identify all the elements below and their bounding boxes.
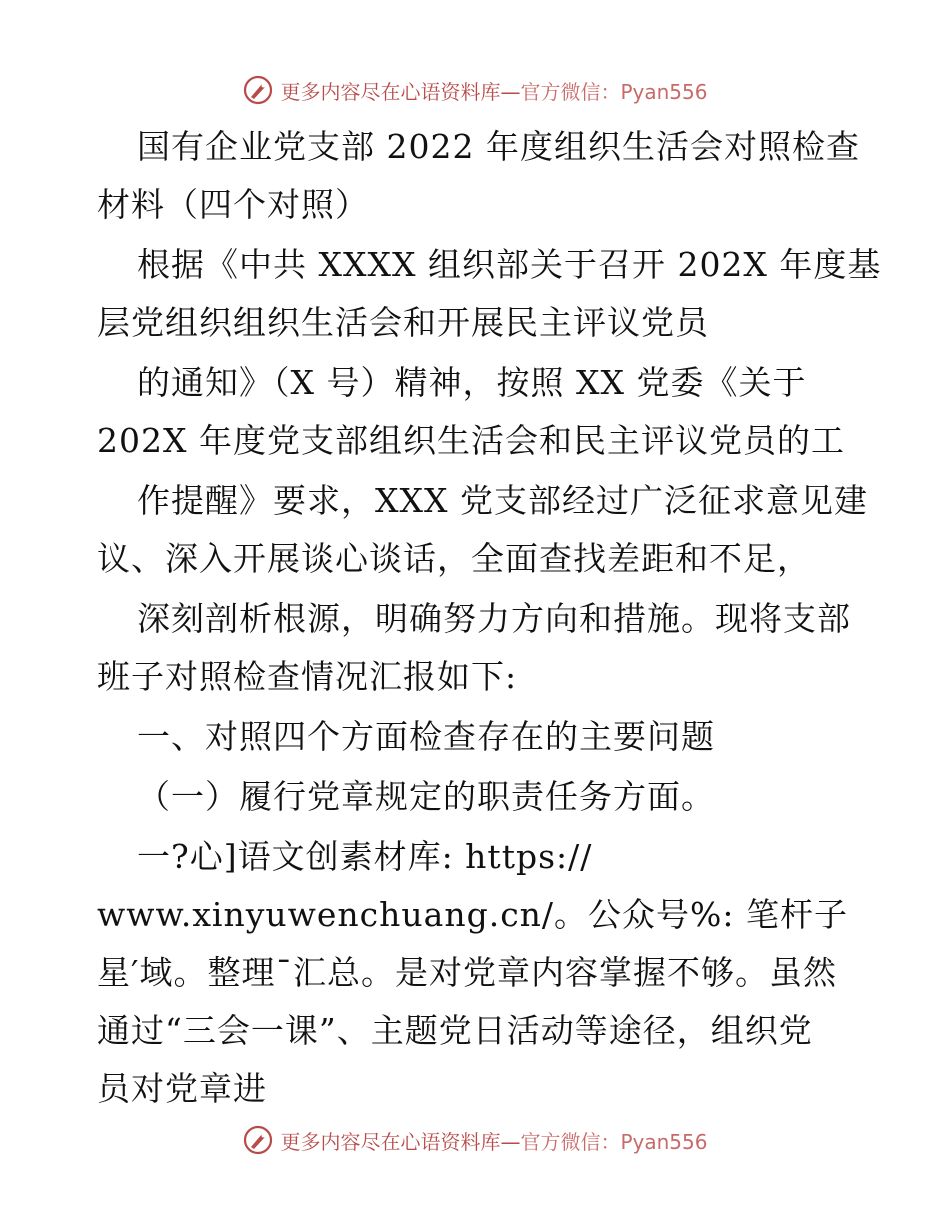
doc-paragraph-line: 的通知》（X 号）精神，按照 XX 党委《关于 [137,363,807,402]
doc-paragraph-line: 作提醒》要求，XXX 党支部经过广泛征求意见建 [137,481,868,520]
doc-paragraph-line: 层党组织组织生活会和开展民主评议党员 [97,303,709,342]
doc-paragraph-line: 班子对照检查情况汇报如下: [97,657,518,696]
doc-title-line-1: 国有企业党支部 2022 年度组织生活会对照检查 [137,127,860,166]
footer-watermark-banner [0,1120,950,1160]
doc-paragraph-line: 深刻剖析根源，明确努力方向和措施。现将支部 [137,599,851,638]
doc-paragraph-line: 一?心]语文创素材库: https:// [137,837,593,876]
watermark-text [280,1126,707,1155]
watermark-separator: — [500,1129,521,1154]
doc-paragraph-line: 员对党章进 [97,1069,267,1108]
pen-nib-logo-icon [242,74,274,106]
header-watermark-banner [0,70,950,110]
watermark-text [280,76,707,105]
doc-paragraph-line: 根据《中共 XXXX 组织部关于召开 202X 年度基 [137,245,882,284]
pen-nib-logo-icon [242,1124,274,1156]
watermark-wechat-text: 官方微信：Pyan556 [520,79,708,104]
doc-paragraph-line: 通过“三会一课”、主题党日活动等途径，组织党 [97,1011,813,1050]
doc-paragraph-line: 星′域。整理¯汇总。是对党章内容掌握不够。虽然 [97,953,837,992]
doc-paragraph-line: 202X 年度党支部组织生活会和民主评议党员的工 [97,421,845,460]
watermark-main-text: 更多内容尽在心语资料库 [280,1129,501,1154]
watermark-separator: — [500,79,521,104]
doc-title-line-2: 材料（四个对照） [97,185,369,224]
doc-section-heading: 一、对照四个方面检查存在的主要问题 [137,717,715,756]
doc-paragraph-line: www.xinyuwenchuang.cn/。公众号%: 笔杆子 [97,895,849,934]
doc-paragraph-line: 议、深入开展谈心谈话，全面查找差距和不足， [97,539,811,578]
watermark-wechat-text: 官方微信：Pyan556 [520,1129,708,1154]
watermark-main-text: 更多内容尽在心语资料库 [280,79,501,104]
doc-subsection-heading: （一）履行党章规定的职责任务方面。 [137,777,715,816]
